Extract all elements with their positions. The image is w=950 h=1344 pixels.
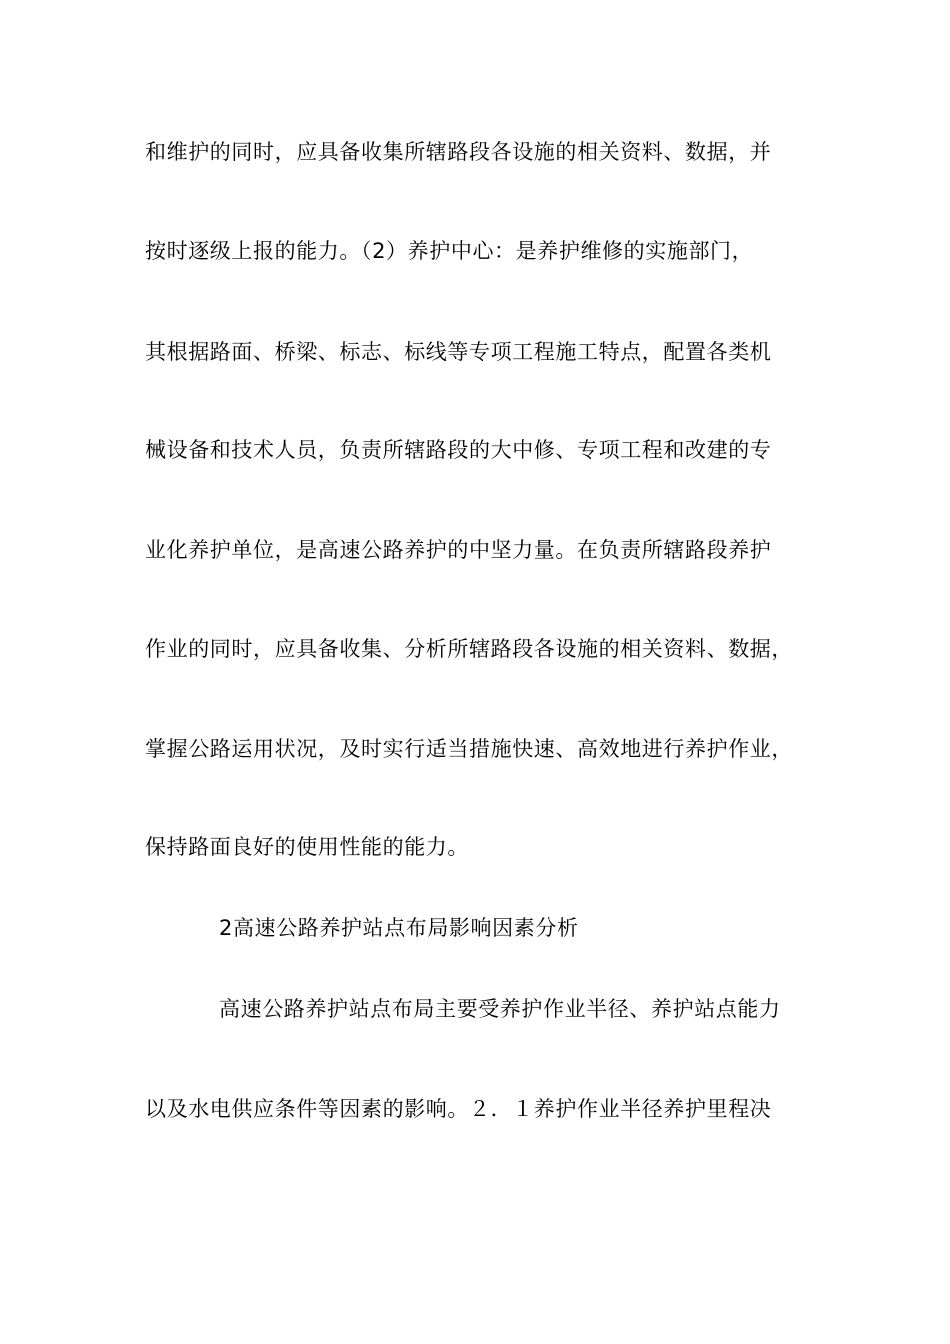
- section-heading: 2高速公路养护站点布局影响因素分析: [219, 916, 579, 940]
- body-text-line: 其根据路面、桥梁、标志、标线等专项工程施工特点，配置各类机: [145, 340, 772, 364]
- body-text-line: 作业的同时，应具备收集、分析所辖路段各设施的相关资料、数据，: [145, 637, 793, 661]
- body-text-line: 掌握公路运用状况，及时实行适当措施快速、高效地进行养护作业，: [145, 737, 793, 761]
- body-text-line: 和维护的同时，应具备收集所辖路段各设施的相关资料、数据，并: [145, 140, 772, 164]
- body-text-line: 械设备和技术人员，负责所辖路段的大中修、专项工程和改建的专: [145, 438, 772, 462]
- body-text-line: 业化养护单位，是高速公路养护的中坚力量。在负责所辖路段养护: [145, 538, 772, 562]
- paragraph-first-line: 高速公路养护站点布局主要受养护作业半径、养护站点能力: [219, 997, 781, 1021]
- body-text-line: 按时逐级上报的能力。（2）养护中心：是养护维修的实施部门，: [145, 239, 754, 263]
- body-text-line: 以及水电供应条件等因素的影响。２．１养护作业半径养护里程决: [145, 1097, 772, 1121]
- body-text-line: 保持路面良好的使用性能的能力。: [145, 835, 469, 859]
